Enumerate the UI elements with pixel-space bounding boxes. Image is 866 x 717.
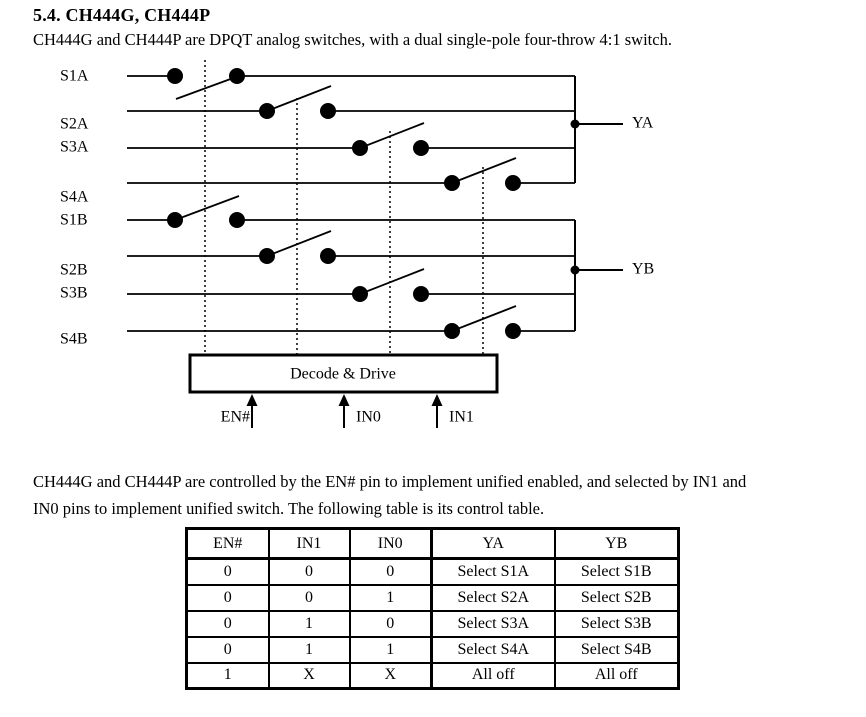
- yb-junction-dot: [571, 266, 580, 275]
- table-cell: 1: [269, 637, 350, 663]
- control-table: [185, 527, 680, 690]
- table-cell: All off: [432, 663, 555, 689]
- body-paragraph-line1: CH444G and CH444P are controlled by the EN# pin to implement unified enabled, and selected by IN1 and: [33, 472, 747, 491]
- table-cell: All off: [555, 663, 679, 689]
- signal-wires: [127, 76, 575, 331]
- input-label-s2a: S2A: [60, 115, 89, 133]
- table-row: [187, 663, 679, 689]
- input-label-s4a: S4A: [60, 188, 89, 206]
- contact-dot: [167, 212, 183, 228]
- select-lines: [205, 60, 483, 354]
- table-header-cell: IN1: [269, 529, 350, 559]
- in0-arrow-head: [339, 394, 350, 406]
- control-pin-arrows: [247, 394, 443, 428]
- table-cell: 1: [269, 611, 350, 637]
- table-header-cell: YA: [432, 529, 555, 559]
- contact-dot: [229, 212, 245, 228]
- intro-text: CH444G and CH444P are DPQT analog switches, with a dual single-pole four-throw 4:1 switch.: [33, 30, 672, 49]
- pin-label-in0: IN0: [356, 408, 381, 426]
- table-cell: 0: [269, 585, 350, 611]
- pin-label-en: EN#: [220, 408, 250, 426]
- contact-dot: [505, 323, 521, 339]
- input-label-s1b: S1B: [60, 211, 88, 229]
- table-row: [187, 611, 679, 637]
- table-cell: Select S4A: [432, 637, 555, 663]
- table-cell: Select S4B: [555, 637, 679, 663]
- table-cell: 0: [269, 559, 350, 585]
- output-buses: [575, 76, 623, 331]
- section-title: 5.4. CH444G, CH444P: [33, 5, 211, 25]
- body-paragraph: [33, 468, 833, 522]
- table-cell: X: [269, 663, 350, 689]
- output-label-ya: YA: [632, 114, 654, 132]
- table-cell: 0: [350, 559, 432, 585]
- table-cell: 1: [350, 637, 432, 663]
- table-cell: Select S3A: [432, 611, 555, 637]
- input-label-s3b: S3B: [60, 284, 88, 302]
- contact-dot: [320, 103, 336, 119]
- input-label-s2b: S2B: [60, 261, 88, 279]
- contact-dot: [505, 175, 521, 191]
- in1-arrow-head: [432, 394, 443, 406]
- input-labels: [60, 68, 89, 348]
- contact-dot: [259, 103, 275, 119]
- contact-dot: [259, 248, 275, 264]
- table-cell: Select S2B: [555, 585, 679, 611]
- contact-dot: [352, 140, 368, 156]
- switch-arm-s1a: [176, 77, 236, 99]
- switch-arm-s1b: [175, 196, 239, 220]
- table-header-cell: IN0: [350, 529, 432, 559]
- contact-dot: [444, 323, 460, 339]
- table-header-row: [187, 529, 679, 559]
- table-cell: 0: [187, 611, 269, 637]
- pin-label-in1: IN1: [449, 408, 474, 426]
- table-row: [187, 559, 679, 585]
- table-cell: 0: [350, 611, 432, 637]
- table-header-cell: YB: [555, 529, 679, 559]
- ya-junction-dot: [571, 120, 580, 129]
- decode-drive-label: Decode & Drive: [290, 365, 396, 383]
- table-cell: 0: [187, 585, 269, 611]
- contact-dot: [320, 248, 336, 264]
- contact-dot: [413, 286, 429, 302]
- table-cell: 1: [187, 663, 269, 689]
- table-cell: Select S1A: [432, 559, 555, 585]
- input-label-s1a: S1A: [60, 67, 89, 85]
- table-cell: X: [350, 663, 432, 689]
- contact-dot: [444, 175, 460, 191]
- table-row: [187, 637, 679, 663]
- contact-dot: [229, 68, 245, 84]
- input-label-s3a: S3A: [60, 138, 89, 156]
- table-cell: 0: [187, 559, 269, 585]
- contact-dot: [167, 68, 183, 84]
- input-label-s4b: S4B: [60, 330, 88, 348]
- table-cell: Select S2A: [432, 585, 555, 611]
- table-cell: 1: [350, 585, 432, 611]
- contact-dot: [352, 286, 368, 302]
- table-header-cell: EN#: [187, 529, 269, 559]
- table-row: [187, 585, 679, 611]
- contact-dot: [413, 140, 429, 156]
- table-cell: 0: [187, 637, 269, 663]
- table-cell: Select S1B: [555, 559, 679, 585]
- en-arrow-head: [247, 394, 258, 406]
- output-label-yb: YB: [632, 260, 655, 278]
- body-paragraph-line2: IN0 pins to implement unified switch. The following table is its control table.: [33, 499, 545, 518]
- switch-arms: [175, 77, 516, 331]
- table-cell: Select S3B: [555, 611, 679, 637]
